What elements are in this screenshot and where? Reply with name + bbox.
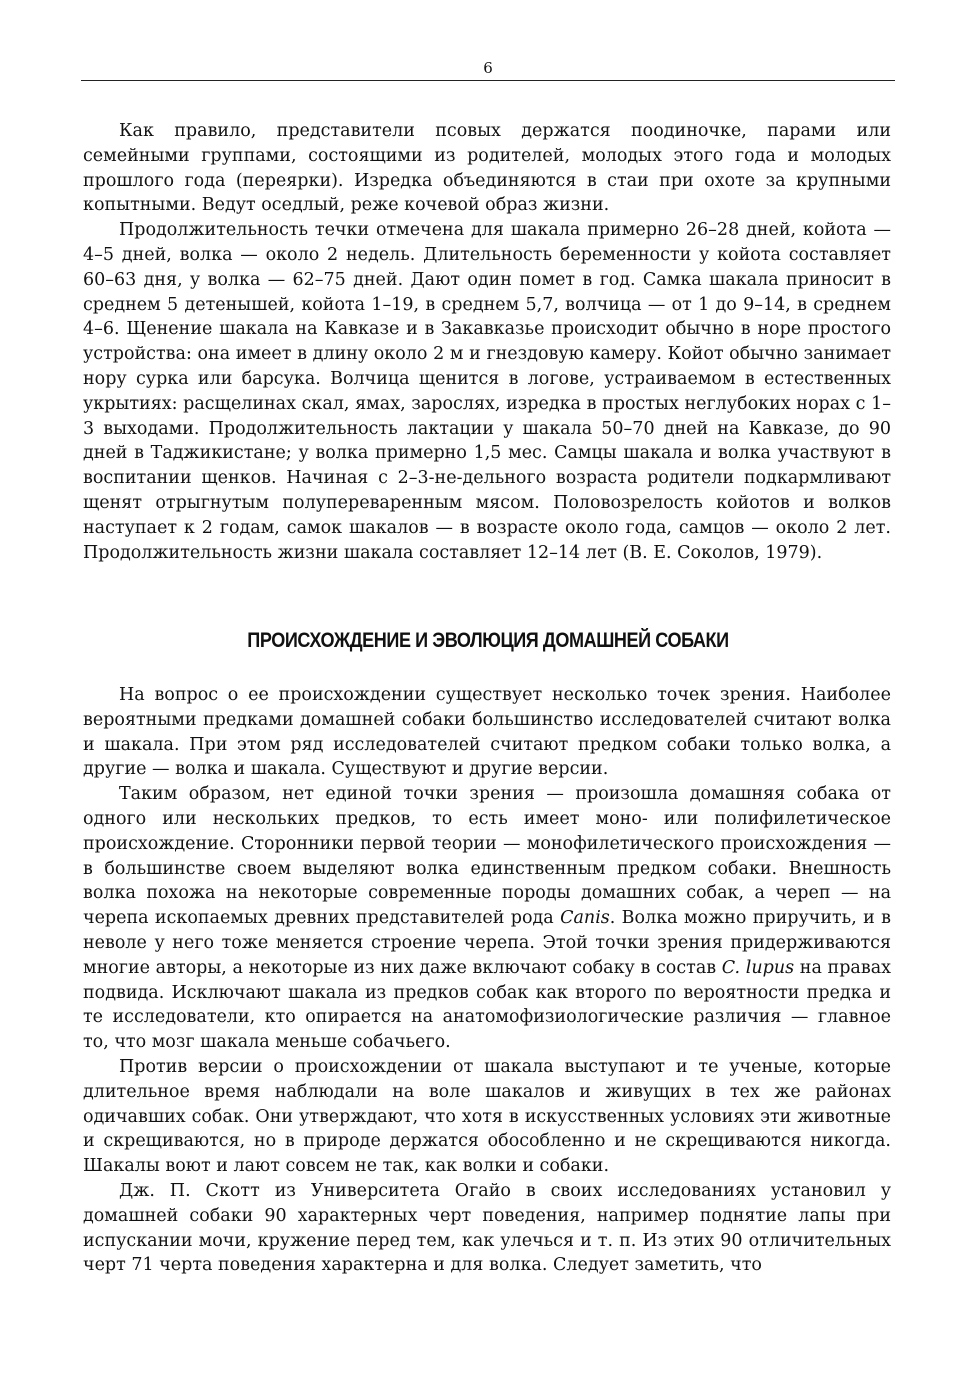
section-2-body	[83, 683, 891, 1278]
paragraph: Против версии о происхождении от шакала выступают и те ученые, которые длительное время наблюдали на воле шакалов и живущих в тех же районах одичавших собак. Они утверждают, что хотя в искусственных условиях эти животные и скрещиваются, но в природе держатся обособленно и не скрещиваются никогда. Шакалы воют и лают совсем не так, как волки и собаки.	[83, 1056, 891, 1177]
genus-name: Canis	[560, 908, 610, 929]
text-run: Таким образом, нет единой точки зрения — произошла домашняя собака от одного или нескольких предков, то есть имеет моно- или полифилетическое происхождение. Сторонники первой теории — монофилетического происхождения — в большинстве своем выделяют волка единственным предком собаки. Внешность волка похожа на некоторые современные породы домашних собак, а череп — на черепа ископаемых древних представителей рода	[83, 784, 891, 929]
paragraph: Дж. П. Скотт из Университета Огайо в своих исследованиях установил у домашней собаки 90 характерных черт поведения, например поднятие лапы при испускании мочи, кружение перед тем, как улечься и т. п. Из этих 90 отличительных черт 71 черта поведения характерна и для волка. Следует заметить, что	[83, 1180, 891, 1276]
page-number: 6	[483, 59, 493, 77]
paragraph: На вопрос о ее происхождении существует несколько точек зрения. Наиболее вероятными предками домашней собаки большинство исследователей считают волка и шакала. При этом ряд исследователей считают предком собаки только волка, а другие — волка и шакала. Существуют и другие версии.	[83, 685, 891, 780]
paragraph: Продолжительность течки отмечена для шакала примерно 26–28 дней, койота — 4–5 дней, волка — около 2 недель. Длительность беременности у койота составляет 60–63 дня, у волка — 62–75 дней. Дают один помет в год. Самка шакала приносит в среднем 5 детенышей, койота 1–19, в среднем 5,7, волчица — от 1 до 9–14, в среднем 4–6. Щенение шакала на Кавказе и в Закавказье происходит обычно в норе простого устройства: она имеет в длину около 2 м и гнездовую камеру. Койот обычно занимает нору сурка или барсука. Волчица щенится в логове, устраиваемом в естественных укрытиях: расщелинах скал, ямах, зарослях, изредка в простых неглубоких норах с 1–3 выходами. Продолжительность лактации у шакала 50–70 дней на Кавказе, до 90 дней в Таджикистане; у волка примерно 1,5 мес. Самцы шакала и волка участвуют в воспитании щенков. Начиная с 2–3-не-дельного возраста родители подкармливают щенят отрыгнутым полупереваренным мясом. Половозрелость койотов и волков наступает к 2 годам, самок шакалов — в возрасте около года, самцов — около 2 лет. Продолжительность жизни шакала составляет 12–14 лет (В. Е. Соколов, 1979).	[83, 220, 891, 563]
text-run: . Волка можно приручить, и в неволе у него тоже меняется строение черепа. Этой точки зрения придерживаются многие авторы, а некоторые из них даже включают собаку в состав	[83, 908, 891, 978]
section-heading: ПРОИСХОЖДЕНИЕ И ЭВОЛЮЦИЯ ДОМАШНЕЙ СОБАКИ	[247, 629, 729, 652]
paragraph: Как правило, представители псовых держатся поодиночке, парами или семейными группами, состоящими из родителей, молодых этого года и молодых прошлого года (переярки). Изредка объединяются в стаи при охоте за крупными копытными. Ведут оседлый, реже кочевой образ жизни.	[83, 121, 891, 216]
text-run: на правах подвида. Исключают шакала из предков собак как второго по вероятности предка и те исследователи, кто опирается на анатомофизиологические различия — главное то, что мозг шакала меньше собачьего.	[83, 957, 891, 1053]
section-1-body	[83, 119, 891, 565]
header-rule	[81, 80, 895, 81]
paragraph	[83, 782, 891, 1055]
species-name: C. lupus	[721, 957, 795, 978]
